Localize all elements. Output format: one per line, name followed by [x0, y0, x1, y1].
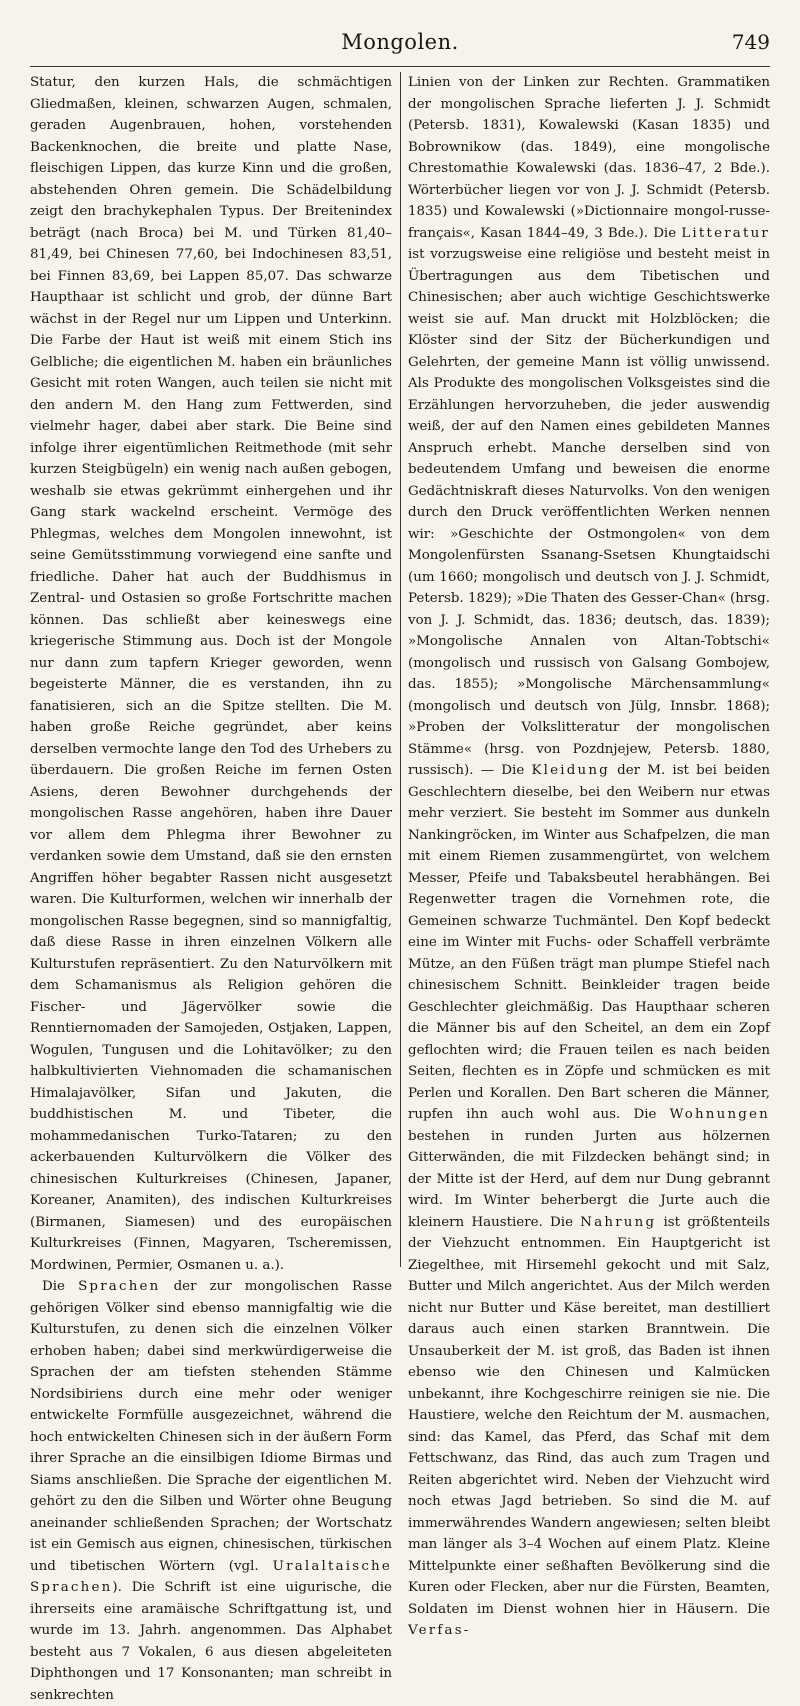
column-divider [400, 72, 401, 1267]
text-columns [30, 72, 771, 1703]
text-run: ist vorzugsweise eine religiöse und besteht meist in Übertragungen aus dem Tibetischen und Chinesischen; aber auch wichtige Geschichtswerke weist sie auf. Man druckt mit Holzblöcken; die Klöster sind der Sitz der Bücherkundigen und Gelehrten, der gemeine Mann ist völlig unwissend. Als Produkte des mongolischen Volksgeistes sind die Erzählungen hervorzuheben, die jeder auswendig weiß, der auf den Namen eines gebildeten Mannes Anspruch erhebt. Manche derselben sind von bedeutendem Umfang und beweisen die enorme Gedächtniskraft dieses Naturvolks. Von den wenigen durch den Druck veröffentlichten Werken nennen wir: »Geschichte der Ostmongolen« von dem Mongolenfürsten Ssanang-Ssetsen Khungtaidschi (um 1660; mongolisch und deutsch von J. J. Schmidt, Petersb. 1829); »Die Thaten des Gesser-Chan« (hrsg. von J. J. Schmidt, das. 1836; deutsch, das. 1839); »Mongolische Annalen von Altan-Tobtschi« (mongolisch und russisch von Galsang Gombojew, das. 1855); »Mongolische Märchensammlung« (mongolisch und deutsch von Jülg, Innsbr. 1868); »Proben der Volkslitteratur der mongolischen Stämme« (hrsg. von Pozdnjejew, Petersb. 1880, russisch). — Die [408, 247, 770, 778]
left-column [30, 72, 393, 1703]
running-title: Mongolen. [341, 30, 459, 54]
text-run: der zur mongolischen Rasse gehörigen Völker sind ebenso mannigfaltig wie die Kulturstufen, zu denen sich die einzelnen Völker erhoben haben; dabei sind merkwürdigerweise die Sprachen der am tiefsten stehenden Stämme Nordsibiriens durch eine mehr oder weniger entwickelte Formfülle ausgezeichnet, während die hoch entwickelten Chinesen sich in der äußern Form ihrer Sprache an die einsilbigen Idiome Birmas und Siams anschließen. Die Sprache der eigentlichen M. gehört zu den die Silben und Wörter ohne Beugung aneinander schließenden Sprachen; der Wortschatz ist ein Gemisch aus eignen, chinesischen, türkischen und tibetischen Wörtern (vgl. [30, 1279, 393, 1574]
text-run: der M. ist bei beiden Geschlechtern dieselbe, bei den Weibern nur etwas mehr verziert. Sie besteht im Sommer aus dunkeln Nankingröcken, im Winter aus Schafpelzen, die man mit einem Riemen zusammengürtet, von welchem Messer, Pfeife und Tabaksbeutel herabhängen. Bei Regenwetter tragen die Vornehmen rote, die Gemeinen schwarze Tuchmäntel. Den Kopf bedeckt eine im Winter mit Fuchs- oder Schaffell verbrämte Mütze, an den Füßen trägt man plumpe Stiefel nach chinesischem Schnitt. Beinkleider tragen beide Geschlechter gleichmäßig. Das Haupthaar scheren die Männer bis auf den Scheitel, an dem ein Zopf geflochten wird; die Frauen teilen es nach beiden Seiten, flechten es in Zöpfe und schmücken es mit Perlen und Korallen. Den Bart scheren die Männer, rupfen ihn auch wohl aus. Die [408, 763, 771, 1122]
text-run: bestehen in runden Jurten aus hölzernen Gitterwänden, die mit Filzdecken behängt sind; in der Mitte ist der Herd, auf dem nur Dung gebrannt wird. Im Winter beherbergt die Jurte auch die kleinern Haustiere. Die [408, 1128, 770, 1230]
keyword-sprachen: Sprachen [78, 1279, 161, 1294]
keyword-nahrung: Nahrung [580, 1214, 657, 1230]
right-column [408, 72, 771, 1638]
text-run: Linien von der Linken zur Rechten. Grammatiken der mongolischen Sprache lieferten J. J. Schmidt (Petersb. 1831), Kowalewski (Kasan 1835) und Bobrownikow (das. 1849), eine mongolische Chrestomathie Kowalewski (das. 1836–47, 2 Bde.). Wörterbücher liegen vor von J. J. Schmidt (Petersb. 1835) und Kowalewski (»Dictionnaire mongol-russe-français«, Kasan 1844–49, 3 Bde.). Die [408, 75, 770, 241]
text-run: ist größtenteils der Viehzucht entnommen. Ein Hauptgericht ist Ziegelthee, mit Hirsemehl gekocht und mit Salz, Butter und Milch angerichtet. Aus der Milch werden nicht nur Butter und Käse bereitet, man destilliert daraus auch einen starken Branntwein. Die Unsauberkeit der M. ist groß, das Baden ist ihnen ebenso wie den Chinesen und Kalmücken unbekannt, ihre Kochgeschirre reinigen sie nie. Die Haustiere, welche den Reichtum der M. ausmachen, sind: das Kamel, das Pferd, das Schaf mit dem Fettschwanz, das Rind, das auch zum Tragen und Reiten abgerichtet wird. Neben der Viehzucht wird noch etwas Jagd betrieben. So sind die M. auf immerwährendes Wandern angewiesen; selten bleibt man länger als 3–4 Wochen auf einem Platz. Kleine Mittelpunkte einer seßhaften Bevölkerung sind die Kuren oder Flecken, aber nur die Fürsten, Beamten, Soldaten im Dienst wohnen hier in Häusern. Die [408, 1214, 770, 1617]
page-number: 749 [731, 30, 770, 54]
keyword-verfassung: Verfas- [408, 1623, 471, 1638]
text-run: ). Die Schrift ist eine uigurische, die ihrerseits eine aramäische Schriftgattung ist, und wurde im 13. Jahrh. angenommen. Das Alphabet besteht aus 7 Vokalen, 6 aus diesen abgeleiteten Diphthongen und 17 Konsonanten; man schreibt in senkrechten [30, 1580, 392, 1703]
header-rule [30, 66, 770, 67]
page-header [30, 30, 770, 60]
paragraph-literature-and-customs [408, 72, 770, 1642]
keyword-litteratur: Litteratur [681, 225, 770, 241]
cross-reference: Uralaltaische Sprachen [30, 1558, 392, 1595]
paragraph-languages [30, 1276, 392, 1706]
text-run: Die [42, 1279, 65, 1294]
paragraph-physical-traits: Statur, den kurzen Hals, die schmächtigen Gliedmaßen, kleinen, schwarzen Augen, schmalen, geraden Augenbrauen, hohen, vorstehenden Backenknochen, die breite und platte Nase, fleischigen Lippen, das kurze Kinn und die großen, abstehenden Ohren gemein. Die Schädelbildung zeigt den brachykephalen Typus. Der Breitenindex beträgt (nach Broca) bei M. und Türken 81,40–81,49, bei Chinesen 77,60, bei Indochinesen 83,51, bei Finnen 83,69, bei Lappen 85,07. Das schwarze Haupthaar ist schlicht und grob, der dünne Bart wächst in der Regel nur um Lippen und Unterkinn. Die Farbe der Haut ist weiß mit einem Stich ins Gelbliche; die eigentlichen M. haben ein bräunliches Gesicht mit roten Wangen, auch teilen sie nicht mit den andern M. den Hang zum Fettwerden, sind vielmehr hager, dabei aber stark. Die Beine sind infolge ihrer eigentümlichen Reitmethode (mit sehr kurzen Steigbügeln) ein wenig nach außen gebogen, weshalb sie etwas gekrümmt einhergehen und ihr Gang stark wackelnd erscheint. Vermöge des Phlegmas, welches dem Mongolen innewohnt, ist seine Gemütsstimmung vorwiegend eine sanfte und friedliche. Daher hat auch der Buddhismus in Zentral- und Ostasien so große Fortschritte machen können. Das schließt aber keineswegs eine kriegerische Stimmung aus. Doch ist der Mongole nur dann zum tapfern Krieger geworden, wenn begeisterte Männer, die es verstanden, ihn zu fanatisieren, sich an die Spitze stellten. Die M. haben große Reiche gegründet, aber keins derselben vermochte lange den Tod des Urhebers zu überdauern. Die großen Reiche im fernen Osten Asiens, deren Bewohner durchgehends der mongolischen Rasse angehören, haben ihre Dauer vor allem dem Phlegma ihrer Bewohner zu verdanken sowie dem Umstand, daß sie den ernsten Angriffen höher begabter Rassen nicht ausgesetzt waren. Die Kulturformen, welchen wir innerhalb der mongolischen Rasse begegnen, sind so mannigfaltig, daß diese Rasse in ihren einzelnen Völkern alle Kulturstufen repräsentiert. Zu den Naturvölkern mit dem Schamanismus als Religion gehören die Fischer- und Jägervölker sowie die Renntiernomaden der Samojeden, Ostjaken, Lappen, Wogulen, Tungusen und die Lohitavölker; zu den halbkultivierten Viehnomaden die schamanischen Himalajavölker, Sifan und Jakuten, die buddhistischen M. und Tibeter, die mohammedanischen Turko-Tataren; zu den ackerbauenden Kulturvölkern die Völker des chinesischen Kulturkreises (Chinesen, Japaner, Koreaner, Anamiten), des indischen Kulturkreises (Birmanen, Siamesen) und des europäischen Kulturkreises (Finnen, Magyaren, Tscheremissen, Mordwinen, Permier, Osmanen u. a.). [30, 75, 392, 1273]
keyword-wohnungen: Wohnungen [669, 1107, 770, 1122]
keyword-kleidung: Kleidung [531, 763, 610, 778]
